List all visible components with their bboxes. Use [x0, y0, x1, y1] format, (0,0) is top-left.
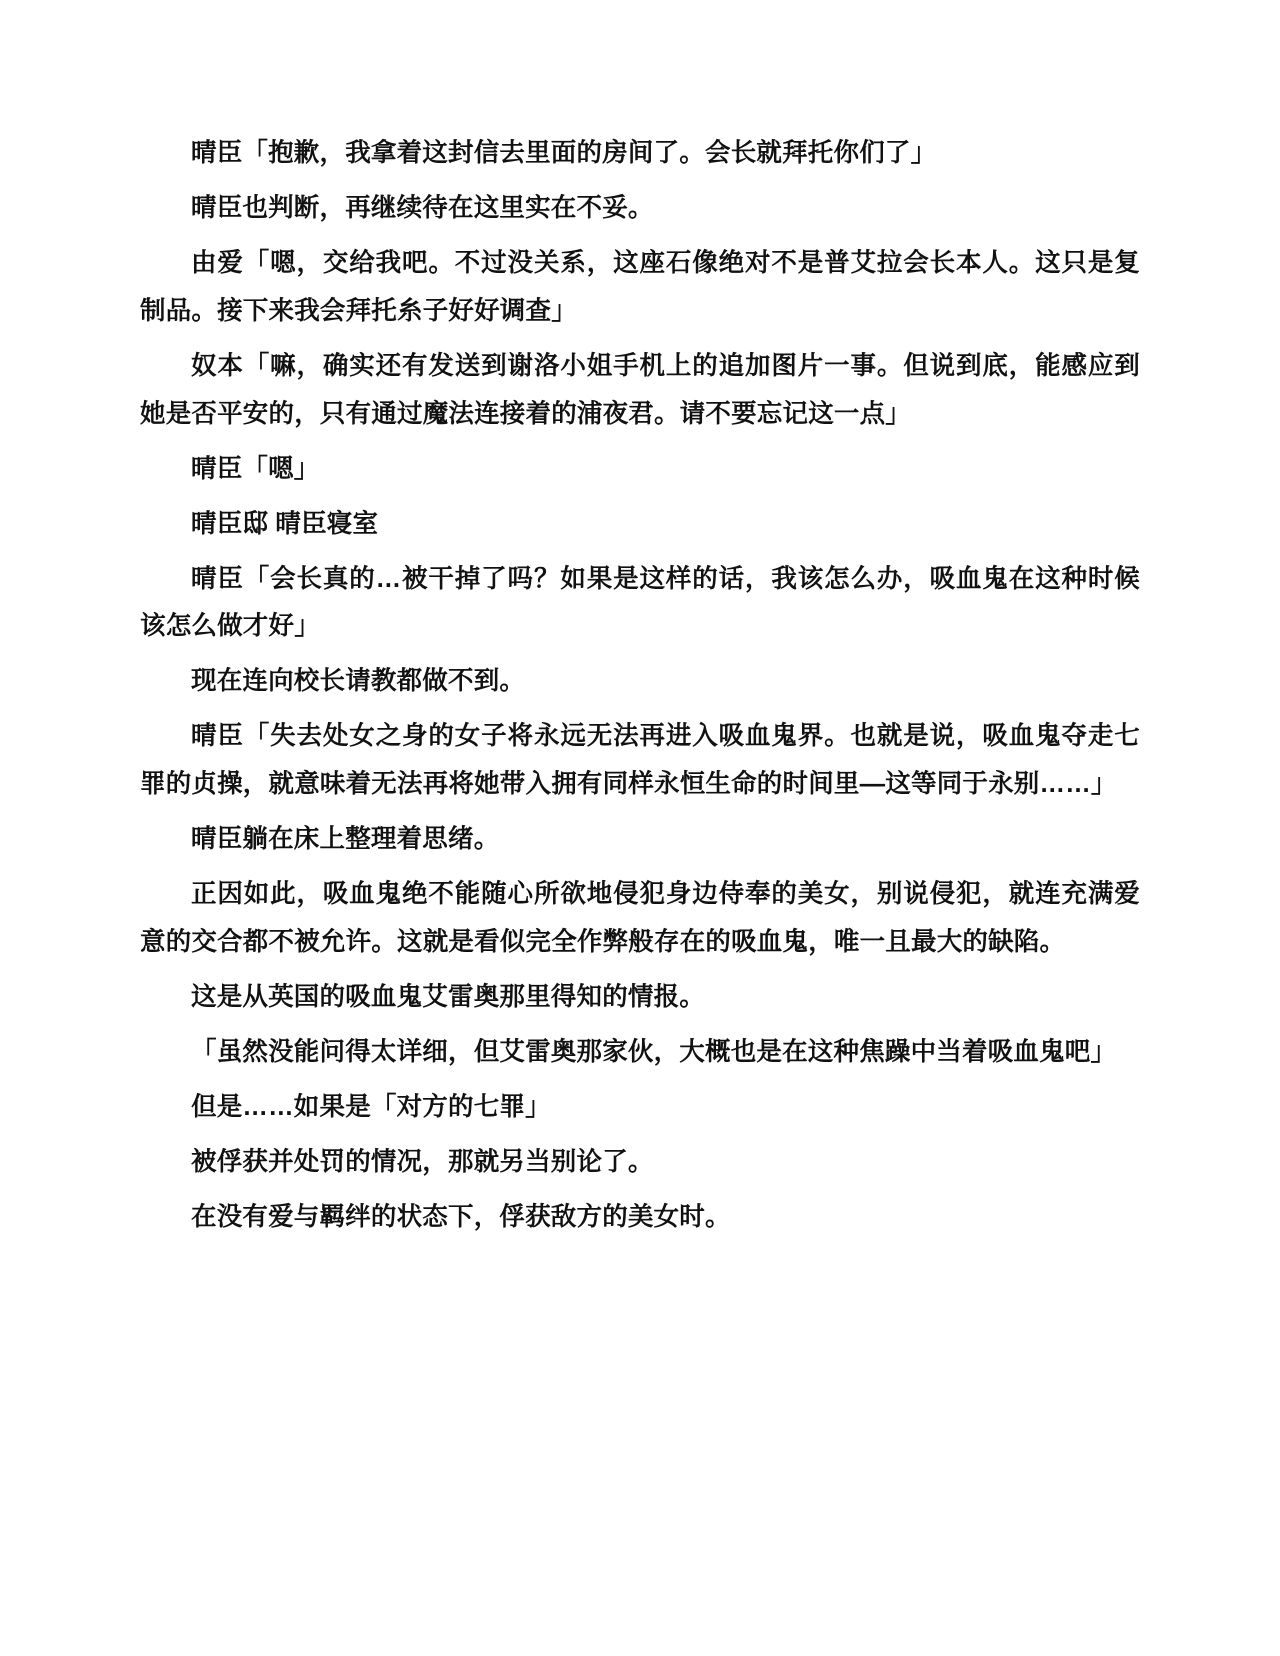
document-body	[140, 130, 1140, 1242]
paragraph: 在没有爱与羁绊的状态下，俘获敌方的美女时。	[191, 1202, 731, 1231]
scene-heading: 晴臣邸 晴臣寝室	[191, 509, 379, 538]
paragraph: 奴本「嘛，确实还有发送到谢洛小姐手机上的追加图片一事。但说到底，能感应到她是否平安的，只有通过魔法连接着的浦夜君。请不要忘记这一点」	[140, 351, 1140, 428]
paragraph: 这是从英国的吸血鬼艾雷奥那里得知的情报。	[191, 983, 706, 1011]
paragraph: 晴臣也判断，再继续待在这里实在不妥。	[191, 193, 654, 222]
paragraph: 被俘获并处罚的情况，那就另当别论了。	[191, 1147, 654, 1176]
paragraph: 晴臣「会长真的…被干掉了吗？如果是这样的话，我该怎么办，吸血鬼在这种时候该怎么做才好」	[140, 564, 1140, 641]
paragraph: 现在连向校长请教都做不到。	[191, 667, 526, 696]
paragraph: 正因如此，吸血鬼绝不能随心所欲地侵犯身边侍奉的美女，别说侵犯，就连充满爱意的交合都不被允许。这就是看似完全作弊般存在的吸血鬼，唯一且最大的缺陷。	[140, 880, 1140, 957]
paragraph: 晴臣「抱歉，我拿着这封信去里面的房间了。会长就拜托你们了」	[191, 139, 937, 167]
paragraph: 但是……如果是「对方的七罪」	[191, 1092, 551, 1121]
paragraph: 「虽然没能问得太详细，但艾雷奥那家伙，大概也是在这种焦躁中当着吸血鬼吧」	[191, 1037, 1117, 1066]
paragraph: 晴臣躺在床上整理着思绪。	[191, 825, 500, 854]
paragraph: 晴臣「失去处女之身的女子将永远无法再进入吸血鬼界。也就是说，吸血鬼夺走七罪的贞操，就意味着无法再将她带入拥有同样永恒生命的时间里—这等同于永别……」	[140, 722, 1140, 799]
paragraph: 由爱「嗯，交给我吧。不过没关系，这座石像绝对不是普艾拉会长本人。这只是复制品。接下来我会拜托糸子好好调查」	[140, 248, 1140, 325]
paragraph: 晴臣「嗯」	[191, 454, 320, 483]
